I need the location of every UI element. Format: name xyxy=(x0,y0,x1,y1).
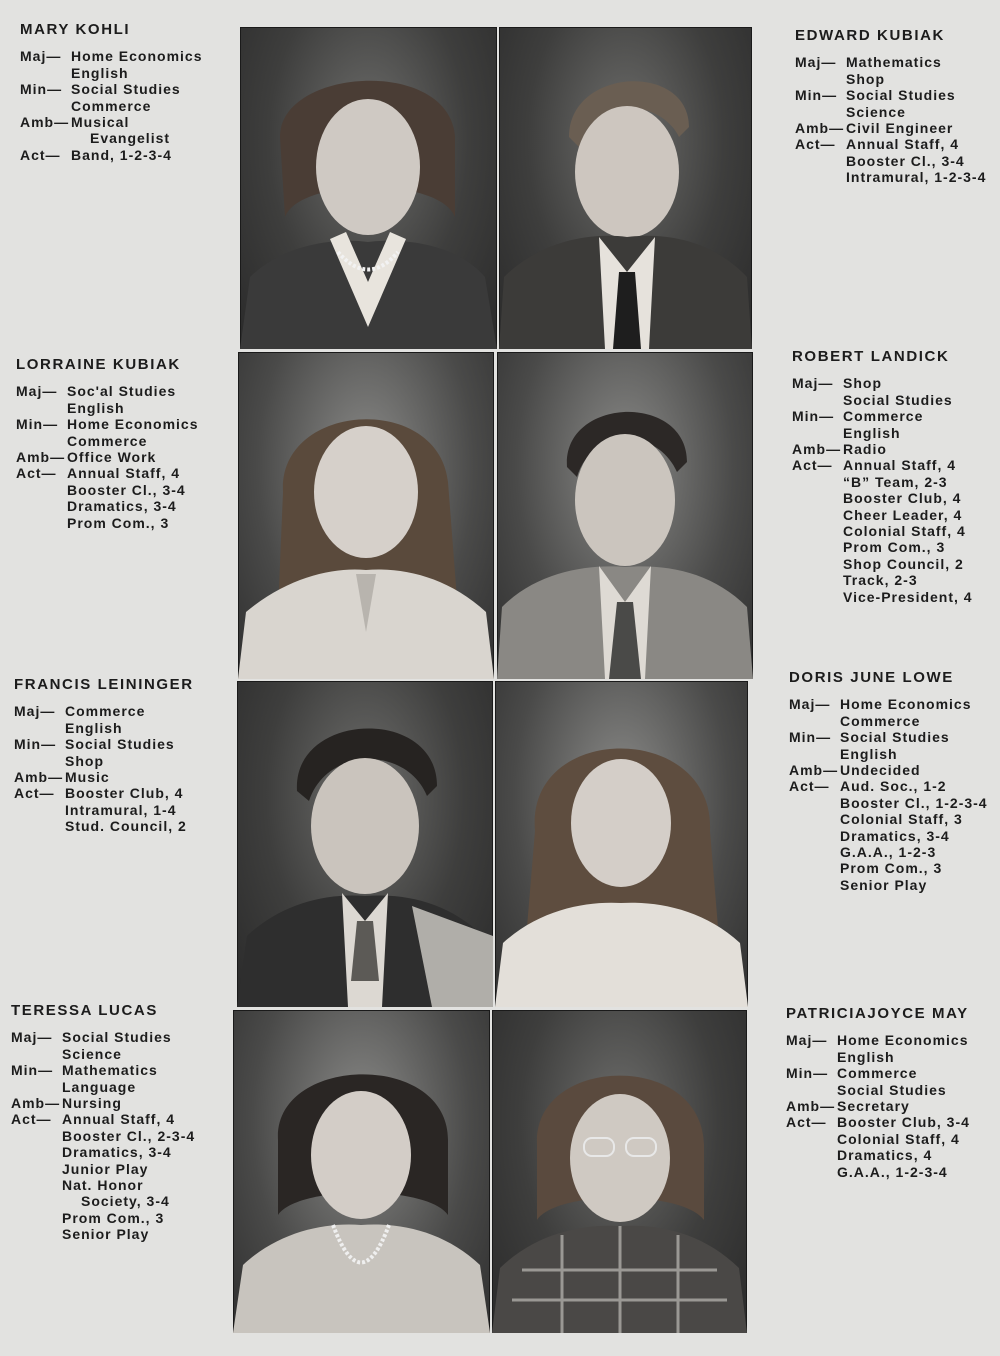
ambition-item: Nursing xyxy=(62,1095,122,1112)
ambition-label: Amb— xyxy=(11,1095,61,1112)
activity-item: Shop Council, 2 xyxy=(843,555,964,572)
portrait-photo-edward-kubiak xyxy=(499,27,752,349)
major-item: Commerce xyxy=(65,703,146,720)
activity-item: Nat. Honor xyxy=(62,1177,144,1194)
minor-item: English xyxy=(840,745,898,762)
major-item: English xyxy=(837,1048,895,1065)
student-name: EDWARD KUBIAK xyxy=(795,27,945,44)
minor-item: Commerce xyxy=(71,97,152,114)
major-item: Mathematics xyxy=(846,54,942,71)
portrait-photo-mary-kohli xyxy=(240,27,497,349)
majors-label: Maj— xyxy=(792,375,834,392)
activities-label: Act— xyxy=(789,778,830,795)
activity-item: Stud. Council, 2 xyxy=(65,818,187,835)
minor-item: Social Studies xyxy=(65,736,175,753)
minor-item: Shop xyxy=(65,752,104,769)
student-name: DORIS JUNE LOWE xyxy=(789,669,954,686)
minor-item: Commerce xyxy=(837,1065,918,1082)
minors-label: Min— xyxy=(786,1065,829,1082)
student-entry-edward-kubiak xyxy=(795,28,986,186)
activity-item: Booster Cl., 2-3-4 xyxy=(62,1127,196,1144)
student-entry-doris-june-lowe xyxy=(789,670,988,893)
minors-label: Min— xyxy=(789,729,832,746)
major-item: English xyxy=(67,399,125,416)
activity-item: Booster Club, 4 xyxy=(65,785,184,802)
activity-item: Dramatics, 3-4 xyxy=(62,1144,172,1161)
ambition-label: Amb— xyxy=(795,120,845,137)
student-name: ROBERT LANDICK xyxy=(792,348,950,365)
activity-item: Society, 3-4 xyxy=(81,1193,170,1210)
majors-label: Maj— xyxy=(786,1032,828,1049)
ambition-item: Undecided xyxy=(840,762,921,779)
ambition xyxy=(795,120,986,136)
ambition-item: Civil Engineer xyxy=(846,120,954,137)
majors xyxy=(786,1032,970,1065)
activities-label: Act— xyxy=(795,136,836,153)
ambition-item: Radio xyxy=(843,441,887,458)
activity-item: Prom Com., 3 xyxy=(67,514,170,531)
minors xyxy=(14,736,194,769)
major-item: Science xyxy=(62,1045,122,1062)
minor-item: Social Studies xyxy=(846,87,956,104)
student-name: PATRICIAJOYCE MAY xyxy=(786,1005,969,1022)
activities xyxy=(795,136,986,185)
ambition-label: Amb— xyxy=(14,769,64,786)
ambition-item: Music xyxy=(65,769,110,786)
minors-label: Min— xyxy=(14,736,57,753)
minor-item: Social Studies xyxy=(837,1081,947,1098)
activity-item: Senior Play xyxy=(62,1226,150,1243)
activity-item: Colonial Staff, 4 xyxy=(843,523,966,540)
major-item: Home Economics xyxy=(837,1032,969,1049)
activity-item: Annual Staff, 4 xyxy=(843,457,957,474)
student-entry-lorraine-kubiak xyxy=(16,357,198,531)
majors-label: Maj— xyxy=(789,696,831,713)
activity-item: Prom Com., 3 xyxy=(840,860,943,877)
minors xyxy=(11,1062,195,1095)
minors xyxy=(789,729,988,762)
ambition-item: Secretary xyxy=(837,1098,910,1115)
minor-item: Science xyxy=(846,103,906,120)
activities xyxy=(792,457,973,605)
minor-item: Mathematics xyxy=(62,1062,158,1079)
activity-item: Intramural, 1-4 xyxy=(65,801,177,818)
activity-item: Dramatics, 3-4 xyxy=(840,827,950,844)
activity-item: Junior Play xyxy=(62,1160,149,1177)
minors-label: Min— xyxy=(20,81,63,98)
student-name: MARY KOHLI xyxy=(20,21,131,38)
student-entry-mary-kohli xyxy=(20,22,202,163)
ambition xyxy=(789,762,988,778)
ambition xyxy=(792,441,973,457)
portrait-photo-teressa-lucas xyxy=(233,1010,490,1333)
student-entry-teressa-lucas xyxy=(11,1003,195,1243)
minor-item: English xyxy=(843,424,901,441)
majors xyxy=(11,1029,195,1062)
portrait-photo-lorraine-kubiak xyxy=(238,352,494,679)
activity-item: Booster Club, 4 xyxy=(843,490,962,507)
activity-item: Annual Staff, 4 xyxy=(62,1111,176,1128)
activities-label: Act— xyxy=(20,146,61,163)
majors-label: Maj— xyxy=(20,48,62,65)
ambition xyxy=(786,1098,970,1114)
portrait-photo-doris-june-lowe xyxy=(495,681,748,1007)
minors xyxy=(795,87,986,120)
student-entry-robert-landick xyxy=(792,349,973,605)
activity-item: Dramatics, 4 xyxy=(837,1147,933,1164)
major-item: Home Economics xyxy=(71,48,203,65)
ambition-item: Musical xyxy=(71,114,130,131)
minor-item: Commerce xyxy=(843,408,924,425)
ambition-label: Amb— xyxy=(16,449,66,466)
ambition xyxy=(20,114,202,147)
minors-label: Min— xyxy=(792,408,835,425)
activity-item: Booster Cl., 3-4 xyxy=(846,152,965,169)
portrait-photo-robert-landick xyxy=(497,352,753,679)
activity-item: Booster Cl., 1-2-3-4 xyxy=(840,794,988,811)
ambition xyxy=(16,449,198,465)
minors xyxy=(792,408,973,441)
activity-item: “B” Team, 2-3 xyxy=(843,473,948,490)
major-item: Shop xyxy=(846,70,885,87)
activities-label: Act— xyxy=(11,1111,52,1128)
major-item: Social Studies xyxy=(843,391,953,408)
majors-label: Maj— xyxy=(14,703,56,720)
minor-item: Commerce xyxy=(67,432,148,449)
student-name: TERESSA LUCAS xyxy=(11,1002,158,1019)
student-name: FRANCIS LEININGER xyxy=(14,676,194,693)
activity-item: G.A.A., 1-2-3 xyxy=(840,844,937,861)
activity-item: Prom Com., 3 xyxy=(62,1209,165,1226)
activity-item: Annual Staff, 4 xyxy=(67,465,181,482)
majors xyxy=(20,48,202,81)
portrait-photo-francis-leininger xyxy=(237,681,493,1007)
minors-label: Min— xyxy=(11,1062,54,1079)
activity-item: Cheer Leader, 4 xyxy=(843,506,963,523)
activity-item: Senior Play xyxy=(840,876,928,893)
minor-item: Home Economics xyxy=(67,416,199,433)
ambition xyxy=(14,769,194,785)
minors xyxy=(20,81,202,114)
activities xyxy=(14,785,194,834)
major-item: Soc'al Studies xyxy=(67,383,177,400)
minor-item: Social Studies xyxy=(71,81,181,98)
activity-item: Annual Staff, 4 xyxy=(846,136,960,153)
activity-item: Track, 2-3 xyxy=(843,572,918,589)
activity-item: Booster Cl., 3-4 xyxy=(67,481,186,498)
activity-item: Booster Club, 3-4 xyxy=(837,1114,970,1131)
ambition-item: Office Work xyxy=(67,449,157,466)
activities xyxy=(789,778,988,893)
activity-item: Colonial Staff, 3 xyxy=(840,811,963,828)
activity-item: Vice-President, 4 xyxy=(843,588,973,605)
majors-label: Maj— xyxy=(11,1029,53,1046)
majors xyxy=(14,703,194,736)
student-entry-patricia-joyce-may xyxy=(786,1006,970,1180)
majors xyxy=(792,375,973,408)
activity-item: Dramatics, 3-4 xyxy=(67,498,177,515)
minors-label: Min— xyxy=(16,416,59,433)
minors xyxy=(786,1065,970,1098)
activity-item: Aud. Soc., 1-2 xyxy=(840,778,947,795)
activity-item: Band, 1-2-3-4 xyxy=(71,146,172,163)
major-item: Home Economics xyxy=(840,696,972,713)
activities xyxy=(786,1114,970,1180)
major-item: English xyxy=(65,719,123,736)
activities-label: Act— xyxy=(16,465,57,482)
ambition-label: Amb— xyxy=(786,1098,836,1115)
majors xyxy=(16,383,198,416)
minor-item: Social Studies xyxy=(840,729,950,746)
major-item: Social Studies xyxy=(62,1029,172,1046)
major-item: English xyxy=(71,64,129,81)
portrait-photo-patricia-joyce-may xyxy=(492,1010,747,1333)
activity-item: Intramural, 1-2-3-4 xyxy=(846,169,987,186)
activities-label: Act— xyxy=(792,457,833,474)
activity-item: G.A.A., 1-2-3-4 xyxy=(837,1163,948,1180)
majors-label: Maj— xyxy=(795,54,837,71)
minor-item: Language xyxy=(62,1078,137,1095)
ambition-item: Evangelist xyxy=(90,130,171,147)
activities xyxy=(20,147,202,163)
ambition-label: Amb— xyxy=(20,114,70,131)
ambition-label: Amb— xyxy=(789,762,839,779)
activity-item: Prom Com., 3 xyxy=(843,539,946,556)
activities-label: Act— xyxy=(14,785,55,802)
activities xyxy=(16,465,198,531)
major-item: Shop xyxy=(843,375,882,392)
minors-label: Min— xyxy=(795,87,838,104)
minors xyxy=(16,416,198,449)
majors-label: Maj— xyxy=(16,383,58,400)
ambition-label: Amb— xyxy=(792,441,842,458)
student-name: LORRAINE KUBIAK xyxy=(16,356,181,373)
student-entry-francis-leininger xyxy=(14,677,194,835)
majors xyxy=(795,54,986,87)
activities xyxy=(11,1111,195,1242)
majors xyxy=(789,696,988,729)
activities-label: Act— xyxy=(786,1114,827,1131)
activity-item: Colonial Staff, 4 xyxy=(837,1130,960,1147)
ambition xyxy=(11,1095,195,1111)
major-item: Commerce xyxy=(840,712,921,729)
